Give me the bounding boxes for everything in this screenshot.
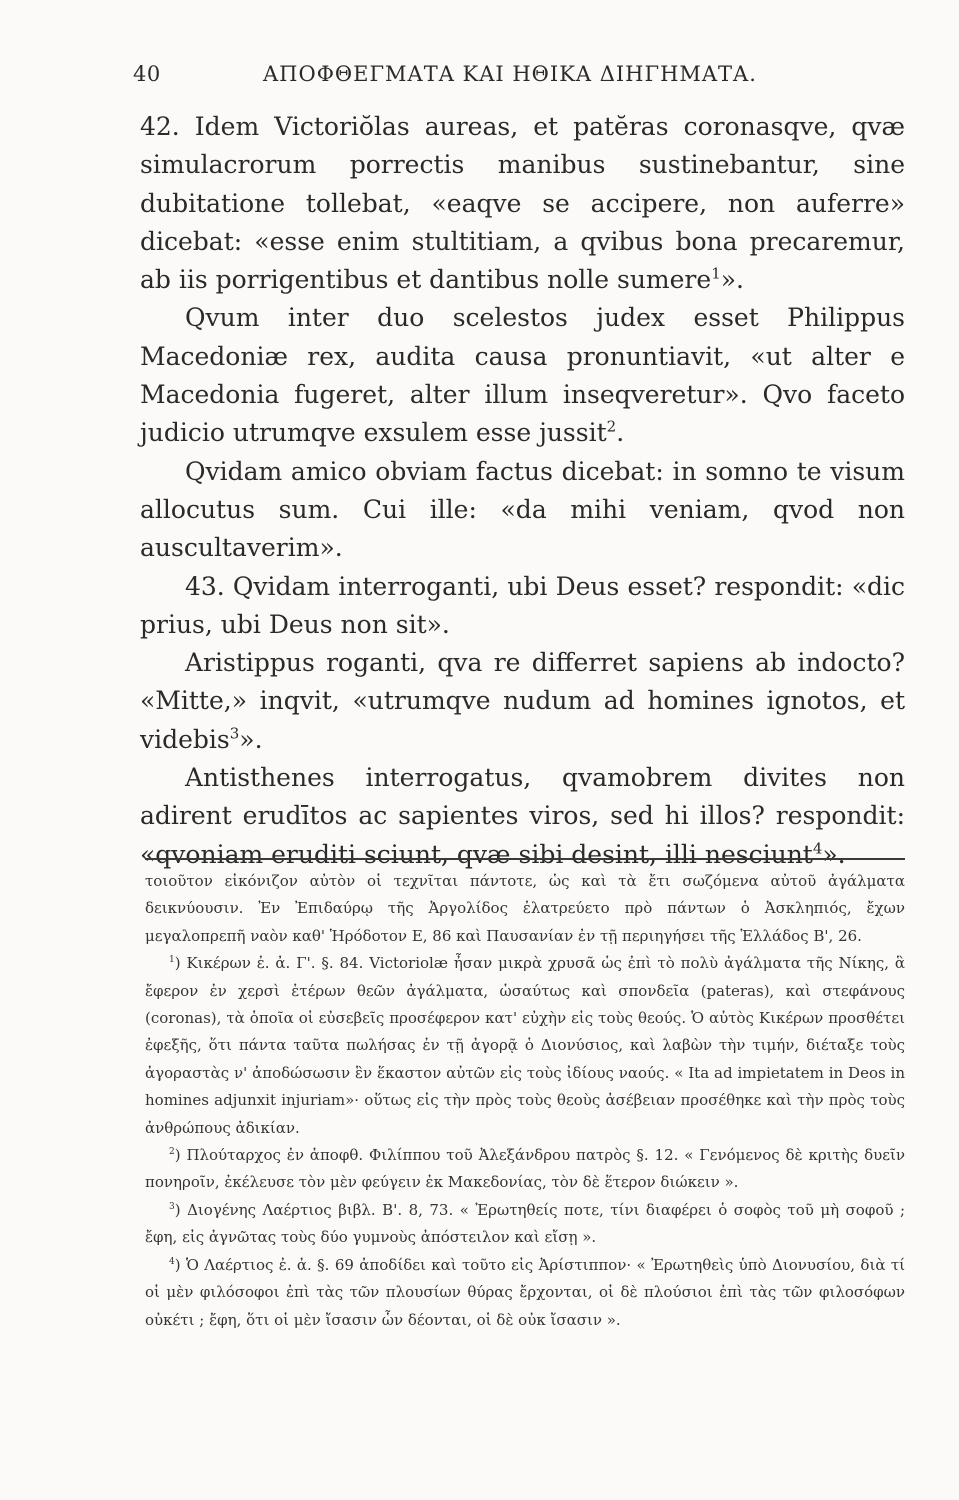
footnote-text: Πλούταρχος ἐν ἀποφθ. Φιλίππου τοῦ Ἀλεξάνδρου πατρὸς §. 12. « Γενόμενος δὲ κριτὴς δυεῖν πονηροῖν, ἐκέλευσε τὸν μὲν φεύγειν ἐκ Μακεδονίας, τὸν δὲ ἕτερον διώκειν ». (145, 1146, 905, 1192)
main-text (140, 108, 905, 874)
footnote-2: $^2$) Πλούταρχος ἐν ἀποφθ. Φιλίππου τοῦ Ἀλεξάνδρου πατρὸς §. 12. « Γενόμενος δὲ κριτὴς δυεῖν πονηροῖν, ἐκέλευσε τὸν μὲν φεύγειν ἐκ Μακεδονίας, τὸν δὲ ἕτερον διώκειν ». (145, 1146, 905, 1192)
footnote-ref-4: 4 (812, 839, 823, 858)
footnote-3: $^3$) Διογένης Λαέρτιος βιβλ. Β'. 8, 73. « Ἐρωτηθείς ποτε, τίνι διαφέρει ὁ σοφὸς τοῦ μὴ σοφοῦ ; ἔφη, εἰς ἀγνῶτας τοὺς δύο γυμνοὺς ἀπόστειλον καὶ εἴσῃ ». (145, 1200, 906, 1247)
footnote-text: Ὁ Λαέρτιος ἐ. ἀ. §. 69 ἀποδίδει καὶ τοῦτο εἰς Ἀρίστιππον· « Ἐρωτηθεὶς ὑπὸ Διονυσίου, διὰ τί οἱ μὲν φιλόσοφοι ἐπὶ τὰς τῶν πλουσίων θύρας ἔρχονται, οἱ δὲ πλούσιοι ἐπὶ τὰς τῶν φιλοσόφων οὐκέτι ; ἔφη, ὅτι οἱ μὲν ἴσασιν ὧν δέονται, οἱ δὲ οὐκ ἴσασιν ». (145, 1255, 905, 1329)
footnote-continued: τοιοῦτον εἰκόνιζον αὐτὸν οἱ τεχνῖται πάντοτε, ὡς καὶ τὰ ἔτι σωζόμενα αὐτοῦ ἀγάλματα δεικνύουσιν. Ἐν Ἐπιδαύρῳ τῆς Ἀργολίδος ἐλατρεύετο πρὸ πάντων ὁ Ἀσκληπιός, ἔχων μεγαλοπρεπῆ ναὸν καθ' Ἡρόδοτον Ε, 86 καὶ Παυσανίαν ἐν τῇ περιηγήσει τῆς Ἑλλάδος Β', 26. (145, 872, 905, 945)
paragraph-43: 43. Qvidam interroganti, ubi Deus esset? respondit: «dic prius, ubi Deus non sit». (140, 571, 905, 639)
paragraph-end: . (616, 418, 625, 448)
footnote-1: $^1$) Κικέρων ἐ. ἀ. Γ'. §. 84. Victoriolæ ἦσαν μικρὰ χρυσᾶ ὡς ἐπὶ τὸ πολὺ ἀγάλματα τῆς Νίκης, ἃ ἔφερον ἐν χερσὶ ἑτέρων θεῶν ἀγάλματα, ὡσαύτως καὶ σπονδεῖα (pateras), καὶ στεφάνους (coronas), τὰ ὁποῖα οἱ εὐσεβεῖς προσέφερον κατ' εὐχὴν εἰς τοὺς θεούς. Ὁ αὐτὸς Κικέρων προσθέτει ἐφεξῆς, ὅτι πάντα ταῦτα πωλήσας ἐν τῇ ἀγορᾷ ὁ Διονύσιος, καὶ λαβὼν τὴν τιμήν, διέταξε τοὺς ἀγοραστὰς ν' ἀποδώσωσιν ἓν ἕκαστον αὐτῶν εἰς τοὺς ἰδίους ναούς. « Ita ad impietatem in Deos in homines adjunxit injuriam»· οὕτως εἰς τὴν πρὸς τοὺς θεοὺς ἀσέβειαν προσέθηκε καὶ τὴν πρὸς τοὺς ἀνθρώπους ἀδικίαν. (145, 954, 906, 1137)
page-number: 40 (133, 62, 161, 86)
paragraph-antisthenes (140, 759, 905, 874)
footnote-text: Κικέρων ἐ. ἀ. Γ'. §. 84. Victoriolæ ἦσαν μικρὰ χρυσᾶ ὡς ἐπὶ τὸ πολὺ ἀγάλματα τῆς Νίκης, ἃ ἔφερον ἐν χερσὶ ἑτέρων θεῶν ἀγάλματα, ὡσαύτως καὶ σπονδεῖα (pateras), καὶ στεφάνους (coronas), τὰ ὁποῖα οἱ εὐσεβεῖς προσέφερον κατ' εὐχὴν εἰς τοὺς θεούς. Ὁ αὐτὸς Κικέρων προσθέτει ἐφεξῆς, ὅτι πάντα ταῦτα πωλήσας ἐν τῇ ἀγορᾷ ὁ Διονύσιος, καὶ λαβὼν τὴν τιμήν, διέταξε τοὺς ἀγοραστὰς ν' ἀποδώσωσιν ἓν ἕκαστον αὐτῶν εἰς τοὺς ἰδίους ναούς. « Ita ad impietatem in Deos in homines adjunxit injuriam»· οὕτως εἰς τὴν πρὸς τοὺς θεοὺς ἀσέβειαν προσέθηκε καὶ τὴν πρὸς τοὺς ἀνθρώπους ἀδικίαν. (145, 954, 906, 1137)
footnote-text: Διογένης Λαέρτιος βιβλ. Β'. 8, 73. « Ἐρωτηθείς ποτε, τίνι διαφέρει ὁ σοφὸς τοῦ μὴ σοφοῦ ; ἔφη, εἰς ἀγνῶτας τοὺς δύο γυμνοὺς ἀπόστειλον καὶ εἴσῃ ». (145, 1200, 906, 1247)
footnote-divider (145, 858, 905, 860)
footnote-4: $^4$) Ὁ Λαέρτιος ἐ. ἀ. §. 69 ἀποδίδει καὶ τοῦτο εἰς Ἀρίστιππον· « Ἐρωτηθεὶς ὑπὸ Διονυσίου, διὰ τί οἱ μὲν φιλόσοφοι ἐπὶ τὰς τῶν πλουσίων θύρας ἔρχονται, οἱ δὲ πλούσιοι ἐπὶ τὰς τῶν φιλοσόφων οὐκέτι ; ἔφη, ὅτι οἱ μὲν ἴσασιν ὧν δέονται, οἱ δὲ οὐκ ἴσασιν ». (145, 1255, 905, 1329)
footnote-mark: 2 (169, 1147, 175, 1158)
paragraph-end: ». (720, 265, 744, 295)
paragraph-end: ». (822, 839, 846, 869)
footnote-ref-2: 2 (606, 418, 617, 437)
running-title: ΑΠΟΦΘΕΓΜΑΤΑ ΚΑΙ ΗΘΙΚΑ ΔΙΗΓΗΜΑΤΑ. (263, 62, 757, 86)
footnote-ref-1: 1 (711, 264, 721, 283)
paragraph-text: 42. Idem Victoriŏlas aureas, et patĕras coronasqve, qvæ simulacrorum porrectis manibus sustinebantur, sine dubitatione tollebat, «eaqve se accipere, non auferre» dicebat: «esse enim stultitiam, a qvibus bona precaremur, ab iis porrigentibus et dantibus nolle sumere (140, 112, 905, 295)
paragraph-end: ». (239, 724, 263, 754)
paragraph-qvidam-amico: Qvidam amico obviam factus dicebat: in somno te visum allocutus sum. Cui ille: «da mihi veniam, qvod non auscultaverim». (140, 456, 905, 563)
paragraph-text: Aristippus roganti, qva re differret sapiens ab indocto? «Mitte,» inqvit, «utrumqve nudum ad homines ignotos, et videbis (140, 648, 905, 754)
running-header (133, 62, 783, 96)
footnote-ref-3: 3 (229, 724, 240, 743)
footnotes (145, 868, 905, 1334)
footnote-mark: 1 (169, 955, 175, 966)
paragraph-aristippus (140, 644, 905, 759)
paragraph-philippus (140, 299, 905, 452)
paragraph-text: Qvum inter duo scelestos judex esset Philippus Macedoniæ rex, audita causa pronuntiavit, «ut alter e Macedonia fugeret, alter illum inseqveretur». Qvo faceto judicio utrumqve exsulem esse jussit (140, 303, 905, 448)
paragraph-text: Antisthenes interrogatus, qvamobrem divites non adirent erudītos ac sapientes viros, sed hi illos? respondit: «qvoniam eruditi sciunt, qvæ sibi desint, illi nesciunt (140, 763, 905, 869)
footnote-mark: 3 (169, 1201, 175, 1212)
footnote-mark: 4 (169, 1256, 175, 1267)
paragraph-42 (140, 108, 905, 299)
